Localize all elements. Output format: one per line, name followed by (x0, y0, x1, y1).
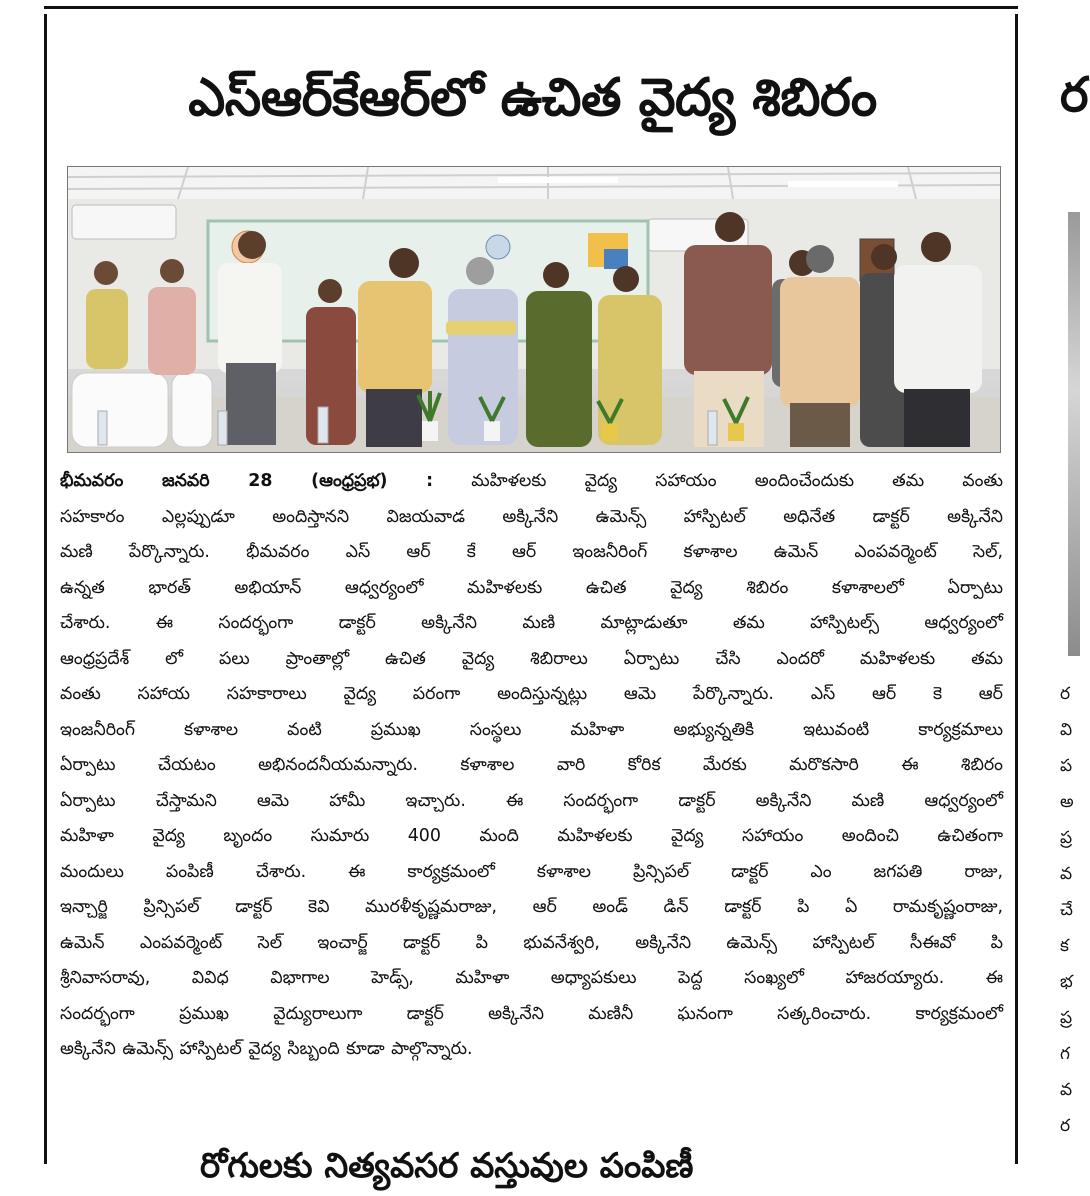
article-line: మణి పేర్కొన్నారు. భీమవరం ఎస్ ఆర్ కే ఆర్ ఇంజనీరింగ్ కళాశాల ఉమెన్ ఎంపవర్మెంట్ సెల్, (60, 542, 1003, 562)
photo-illustration (68, 167, 1000, 452)
article-line: మందులు పంపిణీ చేశారు. ఈ కార్యక్రమంలో కళాశాల ప్రిన్సిపల్ డాక్టర్ ఎం జగపతి రాజు, (60, 861, 1003, 882)
article-line: అక్కినేని ఉమెన్స్ హాస్పిటల్ వైద్య సిబ్బంది కూడా పాల్గొన్నారు. (60, 1039, 473, 1059)
news-photo (67, 166, 1001, 453)
article-line: వంతు సహాయ సహకారాలు వైద్య పరంగా అందిస్తున్నట్లు ఆమె పేర్కొన్నారు. ఎస్ ఆర్ కె ఆర్ (60, 684, 1003, 704)
article-line: శ్రీనివాసరావు, వివిధ విభాగాల హెడ్స్, మహిళా అధ్యాపకులు పెద్ద సంఖ్యలో హాజరయ్యారు. ఈ (60, 968, 1003, 988)
article-line: భీమవరం జనవరి 28 (ఆంధ్రప్రభ) : మహిళలకు వైద్య సహాయం అందించేందుకు తమ వంతు (60, 471, 1003, 491)
article-line: ఇంజనీరింగ్ కళాశాల వంటి ప్రముఖ సంస్థలు మహిళా అభ్యున్నతికి ఇటువంటి కార్యక్రమాలు (60, 719, 1003, 740)
article-line: చేశారు. ఈ సందర్భంగా డాక్టర్ అక్కినేని మణి మాట్లాడుతూ తమ హాస్పిటల్స్ ఆధ్వర్యంలో (60, 613, 1003, 633)
dateline: భీమవరం జనవరి 28 (ఆంధ్రప్రభ) : (60, 471, 434, 491)
top-rule (44, 0, 1018, 9)
article-line: ఉమెన్ ఎంపవర్మెంట్ సెల్ ఇంచార్జ్ డాక్టర్ పి భువనేశ్వరి, అక్కినేని ఉమెన్స్ హాస్పిటల్ సీఈవో పి (60, 932, 1003, 953)
article-body (60, 464, 1003, 1068)
adjacent-article-column (1024, 0, 1089, 1156)
article-line: మహిళా వైద్య బృందం సుమారు 400 మంది మహిళలకు వైద్య సహాయం అందించి ఉచితంగా (60, 826, 1003, 846)
article-line: ఉన్నత భారత్ అభియాన్ ఆధ్వర్యంలో మహిళలకు ఉచిత వైద్య శిబిరం కళాశాలలో ఏర్పాటు (60, 577, 1003, 598)
article-line: ఇన్చార్జి ప్రిన్సిపల్ డాక్టర్ కెవి మురళీకృష్ణమరాజు, ఆర్ అండ్ డిన్ డాక్టర్ పి ఏ రామకృష్ణంరాజు, (60, 897, 1003, 917)
adjacent-photo-edge (1068, 212, 1080, 656)
article-line: సందర్భంగా ప్రముఖ వైద్యురాలుగా డాక్టర్ అక్కినేని మణినీ ఘనంగా సత్కరించారు. కార్యక్రమంలో (60, 1003, 1003, 1024)
adjacent-text-fragment: ర వి ప అ ప్ర వ చే క భ ప్ర గ వ ర (1060, 684, 1074, 1136)
article-line: సహకారం ఎల్లప్పుడూ అందిస్తానని విజయవాడ అక్కినేని ఉమెన్స్ హాస్పిటల్ అధినేత డాక్టర్ అక్కినేని (60, 506, 1003, 527)
article-line: ఏర్పాటు చేయటం అభినందనీయమన్నారు. కళాశాల వారి కోరిక మేరకు మరొకసారి ఈ శిబిరం (60, 755, 1003, 775)
article-line: ఆంధ్రప్రదేశ్ లో పలు ప్రాంతాల్లో ఉచిత వైద్య శిబిరాలు ఏర్పాటు చేసి ఎందరో మహిళలకు తమ (60, 648, 1003, 669)
article-line: ఏర్పాటు చేస్తామని ఆమె హామీ ఇచ్చారు. ఈ సందర్భంగా డాక్టర్ అక్కినేని మణి ఆధ్వర్యంలో (60, 790, 1003, 811)
headline: ఎస్ఆర్‌కేఆర్‌లో ఉచిత వైద్య శిబిరం (188, 68, 877, 128)
next-article-headline: రోగులకు నిత్యవసర వస్తువుల పంపిణీ (200, 1146, 694, 1186)
adjacent-headline-fragment: ర (1060, 67, 1089, 123)
